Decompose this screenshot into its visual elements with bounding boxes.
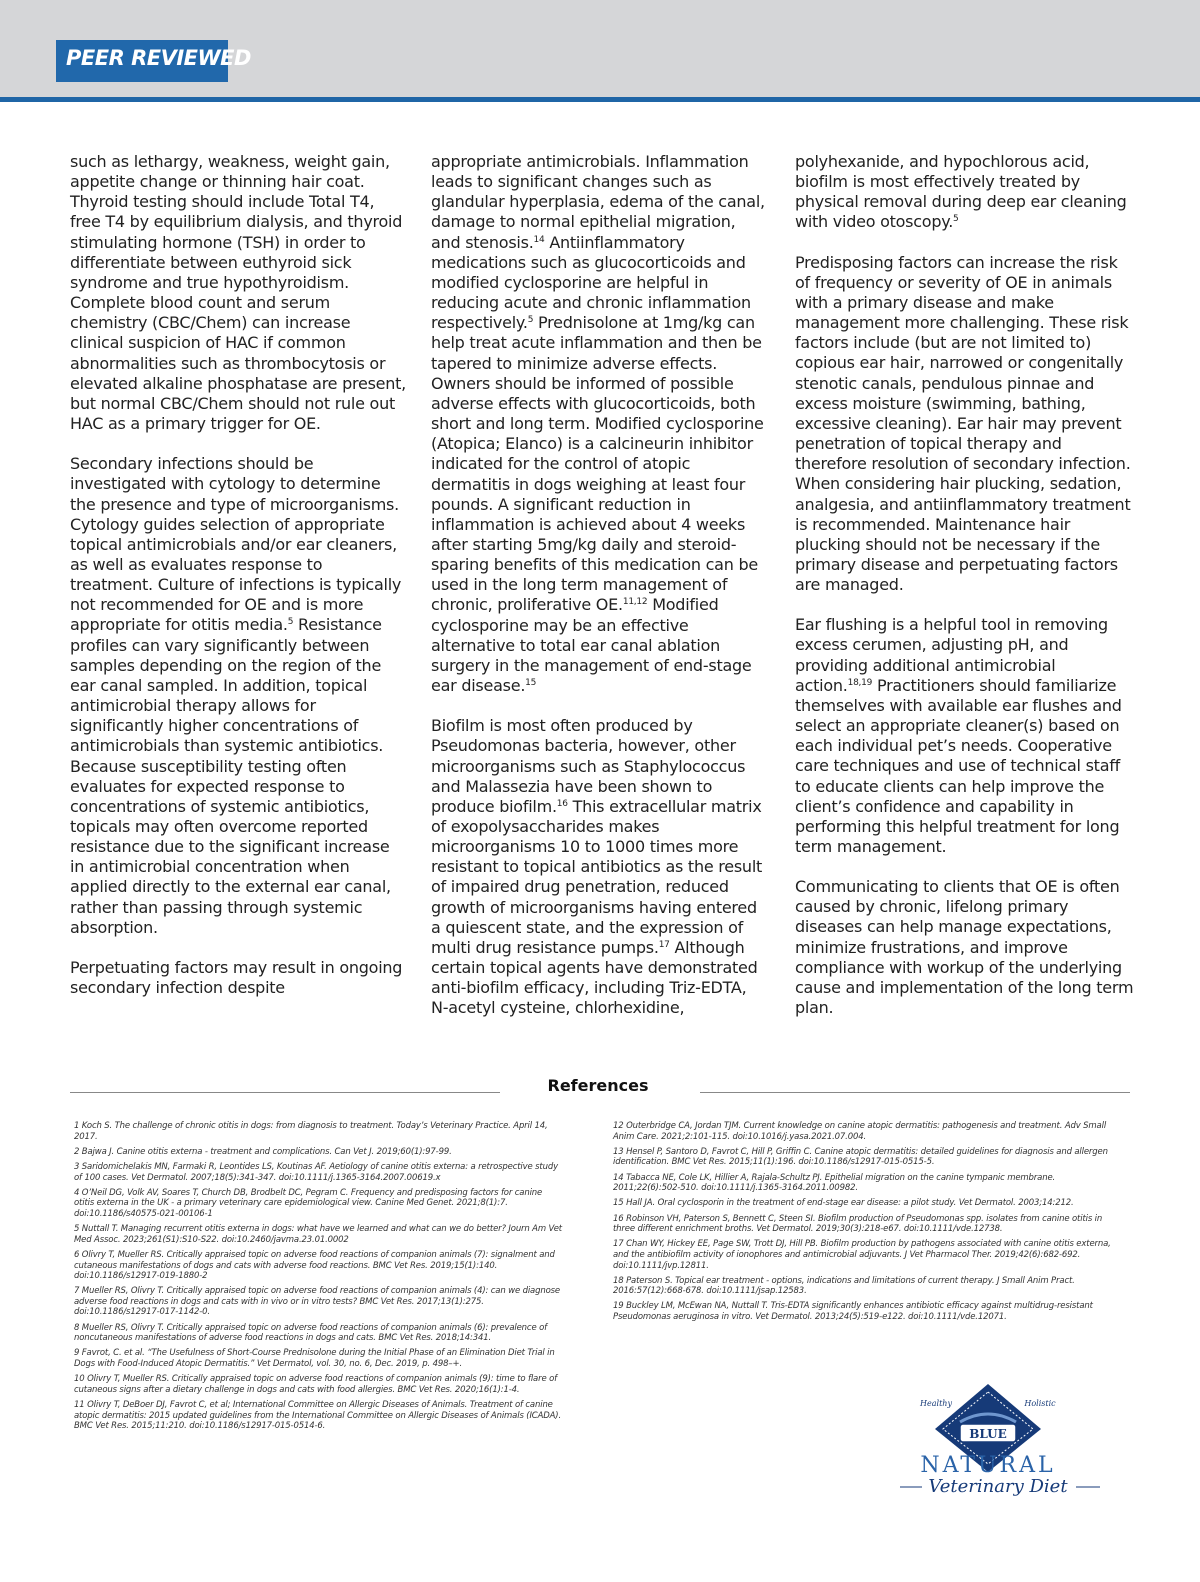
citation: 5 (287, 617, 294, 628)
header-rule (0, 97, 1200, 102)
references-list-left (74, 1121, 562, 1436)
article-column-1 (70, 152, 406, 998)
paragraph: Secondary infections should be investigated with cytology to determine the presence and type of microorganisms. Cytology guides selection of appropriate topical antimicrobials and/or ear cleaners, as well as evaluates response to treatment. Culture of infections is typically not recommended for OE and is more appropriate for otitis media.$^5$ Resistance profiles can vary significantly between samples depending on the region of the ear canal sampled. In addition, topical antimicrobial therapy allows for significantly higher concentrations of antimicrobials than systemic antibiotics. Because susceptibility testing often evaluates for expected response to concentrations of systemic antibiotics, topicals may often overcome reported resistance due to the significant increase in antimicrobial concentration when applied directly to the external ear canal, rather than passing through systemic absorption. (70, 454, 402, 937)
reference-item: 5 Nuttall T. Managing recurrent otitis externa in dogs: what have we learned and what can we do better? Journ Am Vet Med Assoc. 2023;261(S1):S10-S22. doi:10.2460/javma.23.01.0002 (74, 1224, 562, 1245)
logo-blue-text: BLUE (969, 1427, 1007, 1441)
section-badge: PEER REVIEWED (56, 40, 228, 82)
reference-item: 4 O’Neil DG, Volk AV, Soares T, Church DB, Brodbelt DC, Pegram C. Frequency and predisposing factors for canine otitis externa in the UK - a primary veterinary care epidemiological view. Canine Med Genet. 2021;8(1):7. doi:10.1186/s40575-021-00106-1 (74, 1187, 543, 1219)
references-list-right (613, 1121, 1123, 1327)
reference-item: 8 Mueller RS, Olivry T. Critically appraised topic on adverse food reactions of companion animals (6): prevalence of noncutaneous manifestations of adverse food reactions in dogs and cats. BMC Vet Res. 2018;14:341. (74, 1322, 547, 1344)
blue-natural-veterinary-diet-logo (900, 1384, 1110, 1514)
logo-veterinary-diet-text: Veterinary Diet (928, 1476, 1068, 1497)
svg-text:Healthy: Healthy (920, 1399, 952, 1408)
reference-item: 10 Olivry T, Mueller RS. Critically appraised topic on adverse food reactions of companion animals (9): time to flare of cutaneous signs after a dietary challenge in dogs and cats with food allergies. BMC Vet Res. 2020;16(1):1-4. (74, 1374, 557, 1395)
reference-item: 6 Olivry T, Mueller RS. Critically appraised topic on adverse food reactions of companion animals (7): signalment and cutaneous manifestations of dogs and cats with adverse food reactions. BMC Vet Res. 2019;15(1):140. doi:10.1186/s12917-019-1880-2 (74, 1249, 555, 1282)
paragraph: polyhexanide, and hypochlorous acid, biofilm is most effectively treated by physical removal during deep ear cleaning with video otoscopy.$^5$ (795, 152, 1127, 232)
reference-item: 17 Chan WY, Hickey EE, Page SW, Trott DJ, Hill PB. Biofilm production by pathogens associated with canine otitis externa, and the antibiofilm activity of ionophores and antimicrobial adjuvants. J Vet Pharmacol Ther. 2019;42(6):682-692. doi:10.1111/jvp.12811. (613, 1239, 1111, 1271)
reference-item: 15 Hall JA. Oral cyclosporin in the treatment of end-stage ear disease: a pilot study. Vet Dermatol. 2003;14:212. (613, 1198, 1074, 1209)
reference-item: 16 Robinson VH, Paterson S, Bennett C, Steen SI. Biofilm production of Pseudomonas spp. isolates from canine otitis in three different enrichment broths. Vet Dermatol. 2019;30(3):218-e67. doi:10.1111/vde.12738. (613, 1213, 1103, 1235)
reference-item: 13 Hensel P, Santoro D, Favrot C, Hill P, Griffin C. Canine atopic dermatitis: detailed guidelines for diagnosis and allergen identification. BMC Vet Res. 2015;11(1):196. doi:10.1186/s12917-015-0515-5. (613, 1146, 1108, 1168)
citation: 18,19 (847, 677, 873, 688)
reference-item: 12 Outerbridge CA, Jordan TJM. Current knowledge on canine atopic dermatitis: pathogenesis and treatment. Adv Small Anim Care. 2021;2:101-115. doi:10.1016/j.yasa.2021.07.004. (613, 1121, 1107, 1142)
citation: 16 (556, 798, 568, 809)
citation: 14 (533, 234, 545, 245)
paragraph: Biofilm is most often produced by Pseudomonas bacteria, however, other microorganisms such as Staphylococcus and Malassezia have been shown to produce biofilm.$^{16}$ This extracellular matrix of exopolysaccharides makes microorganisms 10 to 1000 times more resistant to topical antibiotics as the result of impaired drug penetration, reduced growth of microorganisms having entered a quiescent state, and the expression of multi drug resistance pumps.$^{17}$ Although certain topical agents have demonstrated anti-biofilm efficacy, including Triz-EDTA, N-acetyl cysteine, chlorhexidine, (431, 716, 763, 1018)
reference-item: 11 Olivry T, DeBoer DJ, Favrot C, et al; International Committee on Allergic Diseases of Animals. Treatment of canine atopic dermatitis: 2015 updated guidelines from the International Committee on Allergic Diseases of Animals (ICADA). BMC Vet Res. 2015;11:210. doi:10.1186/s12917-015-0514-6. (74, 1400, 562, 1432)
reference-item: 9 Favrot, C. et al. “The Usefulness of Short-Course Prednisolone during the Initial Phase of an Elimination Diet Trial in Dogs with Food-Induced Atopic Dermatitis.” Vet Dermatol, vol. 30, no. 6, Dec. 2019, p. 498–+. (74, 1348, 555, 1370)
reference-item: 3 Saridomichelakis MN, Farmaki R, Leontides LS, Koutinas AF. Aetiology of canine otitis externa: a retrospective study of 100 cases. Vet Dermatol. 2007;18(5):341-347. doi:10.1111/j.1365-3164.2007.00619.x (74, 1161, 558, 1183)
logo-natural-text: NATURAL (920, 1453, 1056, 1478)
article-column-2 (431, 152, 767, 1019)
svg-text:Holistic: Holistic (1024, 1399, 1056, 1408)
paragraph: Communicating to clients that OE is often caused by chronic, lifelong primary diseases can help manage expectations, minimize frustrations, and improve compliance with workup of the underlying cause and implementation of the long term plan. (795, 877, 1134, 1018)
paragraph: Ear flushing is a helpful tool in removing excess cerumen, adjusting pH, and providing additional antimicrobial action.$^{18,19}$ Practitioners should familiarize themselves with available ear flushes and select an appropriate cleaner(s) based on each individual pet’s needs. Cooperative care techniques and use of technical staff to educate clients can help improve the client’s confidence and capability in performing this helpful treatment for long term management. (795, 615, 1122, 856)
reference-item: 7 Mueller RS, Olivry T. Critically appraised topic on adverse food reactions of companion animals (4): can we diagnose adverse food reactions in dogs and cats with in vivo or in vitro tests? BMC Vet Res. 2017;13(1):275. doi:10.1186/s12917-017-1142-0. (74, 1286, 560, 1318)
reference-item: 19 Buckley LM, McEwan NA, Nuttall T. Tris-EDTA significantly enhances antibiotic efficacy against multidrug-resistant Pseudomonas aeruginosa in vitro. Vet Dermatol. 2013;24(5):519-e122. doi:10.1111/vde.12071. (613, 1301, 1093, 1323)
references-heading: References (547, 1076, 649, 1095)
paragraph: Predisposing factors can increase the risk of frequency or severity of OE in animals with a primary disease and make management more challenging. These risk factors include (but are not limited to) copious ear hair, narrowed or congenitally stenotic canals, pendulous pinnae and excess moisture (swimming, bathing, excessive cleaning). Ear hair may prevent penetration of topical therapy and therefore resolution of secondary infection. When considering hair plucking, sedation, analgesia, and antiinflammatory treatment is recommended. Maintenance hair plucking should not be necessary if the primary disease and perpetuating factors are managed. (795, 252, 1131, 595)
reference-item: 18 Paterson S. Topical ear treatment - options, indications and limitations of current therapy. J Small Anim Pract. 2016:57(12):668-678. doi:10.1111/jsap.12583. (613, 1275, 1075, 1297)
reference-item: 14 Tabacca NE, Cole LK, Hillier A, Rajala-Schultz PJ. Epithelial migration on the canine tympanic membrane. 2011;22(6):502-510. doi:10.1111/j.1365-3164.2011.00982. (613, 1172, 1056, 1194)
paragraph: appropriate antimicrobials. Inflammation leads to significant changes such as glandular hyperplasia, edema of the canal, damage to normal epithelial migration, and stenosis.$^{14}$ Antiinflammatory medications such as glucocorticoids and modified cyclosporine are helpful in reducing acute and chronic inflammation respectively.$^5$ Prednisolone at 1mg/kg can help treat acute inflammation and then be tapered to minimize adverse effects. Owners should be informed of possible adverse effects with glucocorticoids, both short and long term. Modified cyclosporine (Atopica; Elanco) is a calcineurin inhibitor indicated for the control of atopic dermatitis in dogs weighing at least four pounds. A significant reduction in inflammation is achieved about 4 weeks after starting 5mg/kg daily and steroid-sparing benefits of this medication can be used in the long term management of chronic, proliferative OE.$^{11,12}$ Modified cyclosporine may be an effective alternative to total ear canal ablation surgery in the management of end-stage ear disease.$^{15}$ (431, 152, 765, 696)
citation: 17 (658, 939, 670, 950)
citation: 5 (953, 214, 959, 225)
references-rule-left (70, 1092, 500, 1093)
citation: 15 (525, 678, 537, 689)
reference-item: 1 Koch S. The challenge of chronic otitis in dogs: from diagnosis to treatment. Today’s Veterinary Practice. April 14, 2017. (74, 1121, 548, 1142)
reference-item: 2 Bajwa J. Canine otitis externa - treatment and complications. Can Vet J. 2019;60(1):97-99. (74, 1146, 452, 1157)
paragraph: such as lethargy, weakness, weight gain, appetite change or thinning hair coat. Thyroid testing should include Total T4, free T4 by equilibrium dialysis, and thyroid stimulating hormone (TSH) in order to differentiate between euthyroid sick syndrome and true hypothyroidism. Complete blood count and serum chemistry (CBC/Chem) can increase clinical suspicion of HAC if common abnormalities such as thrombocytosis or elevated alkaline phosphatase are present, but normal CBC/Chem should not rule out HAC as a primary trigger for OE. (70, 152, 406, 434)
references-rule-right (700, 1092, 1130, 1093)
article-column-3 (795, 152, 1135, 1018)
logo-graphic (900, 1384, 1110, 1514)
citation: 5 (527, 315, 534, 326)
paragraph: Perpetuating factors may result in ongoing secondary infection despite (70, 957, 403, 998)
citation: 11,12 (622, 597, 648, 608)
